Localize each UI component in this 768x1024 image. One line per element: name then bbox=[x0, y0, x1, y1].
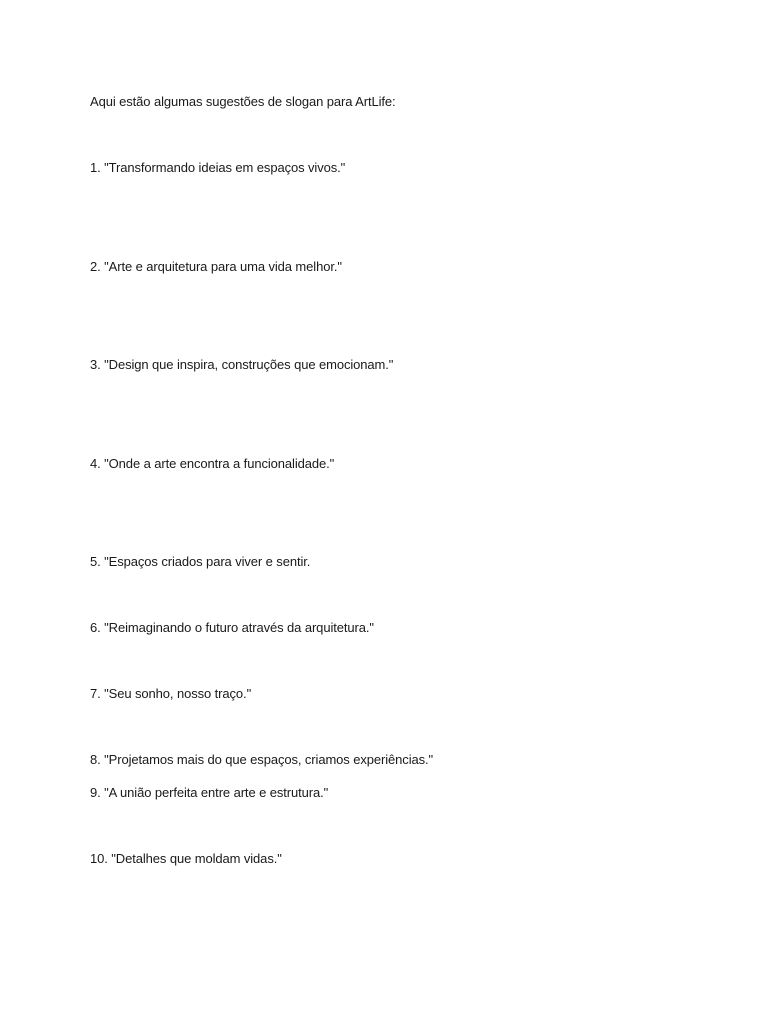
slogan-item-9: 9. "A união perfeita entre arte e estrutura." bbox=[90, 785, 329, 800]
slogan-item-8: 8. "Projetamos mais do que espaços, criamos experiências." bbox=[90, 752, 434, 767]
slogan-item-10: 10. "Detalhes que moldam vidas." bbox=[90, 851, 282, 866]
intro-text: Aqui estão algumas sugestões de slogan para ArtLife: bbox=[90, 94, 396, 109]
slogan-item-6: 6. "Reimaginando o futuro através da arquitetura." bbox=[90, 620, 374, 635]
slogan-item-2: 2. "Arte e arquitetura para uma vida melhor." bbox=[90, 259, 342, 274]
slogan-item-1: 1. "Transformando ideias em espaços vivos." bbox=[90, 160, 346, 175]
slogan-item-4: 4. "Onde a arte encontra a funcionalidade." bbox=[90, 456, 335, 471]
slogan-item-5: 5. "Espaços criados para viver e sentir. bbox=[90, 554, 311, 569]
slogan-item-3: 3. "Design que inspira, construções que emocionam." bbox=[90, 357, 394, 372]
slogan-item-7: 7. "Seu sonho, nosso traço." bbox=[90, 686, 252, 701]
